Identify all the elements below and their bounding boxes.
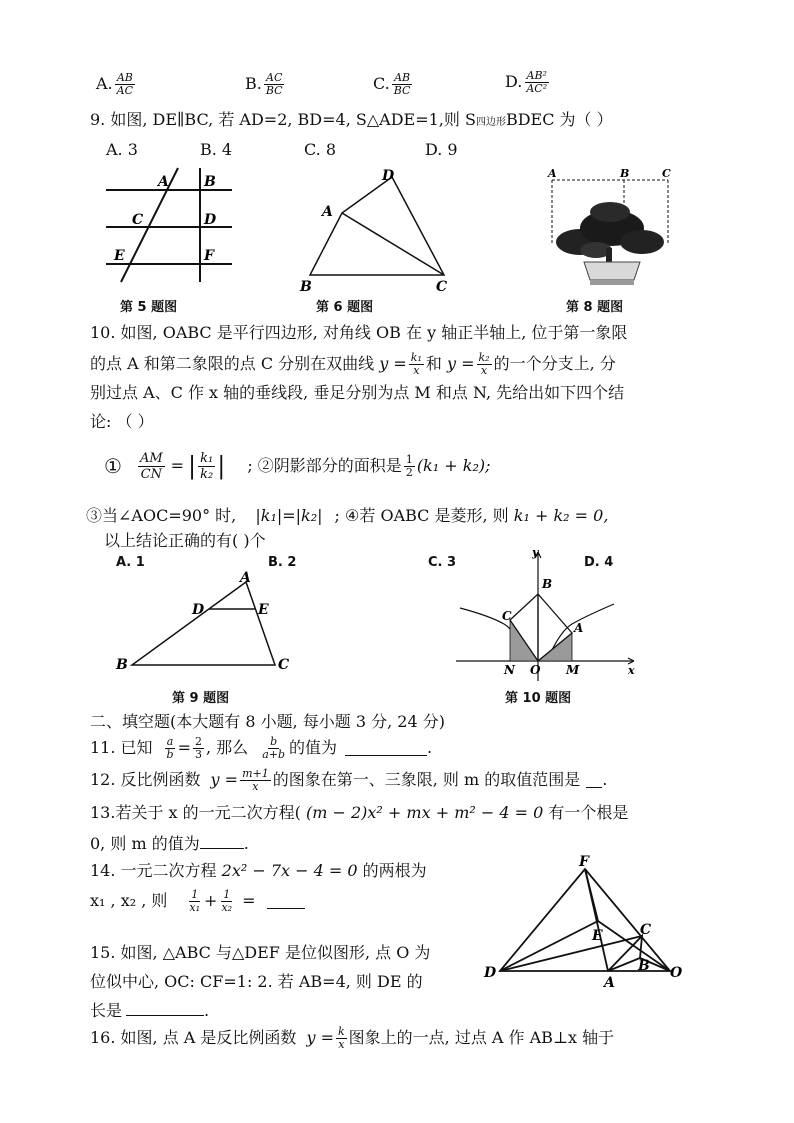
q10-c3-expression: |k₁|=|k₂| bbox=[255, 506, 323, 525]
q10-c2-expression: (k₁ + k₂); bbox=[416, 456, 491, 475]
point-label-f: F bbox=[579, 854, 589, 870]
q10-conclusion-3-4 bbox=[86, 506, 608, 526]
point-label-b: B bbox=[300, 279, 312, 294]
numerator: AB² bbox=[526, 69, 547, 82]
q10-option-b: B. 2 bbox=[268, 555, 297, 570]
denominator: a+b bbox=[262, 747, 286, 761]
fraction-k2-x bbox=[477, 352, 492, 377]
numerator: 2 bbox=[195, 734, 202, 748]
q8-option-a bbox=[96, 72, 137, 97]
q12-text: 的图象在第一、三象限, 则 m 的取值范围是 bbox=[272, 770, 581, 789]
q11-text: , 那么 bbox=[206, 738, 249, 757]
point-label-c: C bbox=[132, 212, 144, 228]
q10-option-c: C. 3 bbox=[428, 555, 457, 570]
fraction-1-x1 bbox=[187, 889, 202, 914]
triangle-dfo bbox=[500, 869, 670, 971]
point-label-e: E bbox=[258, 602, 269, 618]
figure-15 bbox=[480, 850, 690, 990]
option-label: D. bbox=[505, 72, 523, 91]
point-label-a: A bbox=[322, 204, 333, 220]
answer-blank[interactable] bbox=[345, 740, 427, 756]
q14-equation: 2x² − 7x − 4 = 0 bbox=[221, 861, 358, 880]
point-label-c: C bbox=[436, 279, 448, 294]
q10-text: 的一个分支上, 分 bbox=[493, 354, 616, 373]
denominator: AC bbox=[116, 84, 134, 97]
figure-6 bbox=[292, 164, 462, 294]
denominator: x₂ bbox=[221, 900, 233, 914]
q16-text: 图象上的一点, 过点 A 作 AB⊥x 轴于 bbox=[348, 1028, 615, 1047]
point-label-b: B bbox=[542, 577, 553, 591]
q15-end: . bbox=[204, 1001, 210, 1020]
q10-c3-text: ③当∠AOC=90° 时, bbox=[86, 506, 237, 525]
q13-line-2 bbox=[90, 833, 249, 854]
figure-9 bbox=[110, 568, 300, 680]
point-label-a: A bbox=[574, 621, 584, 635]
fraction-k1-x bbox=[409, 352, 424, 377]
q14-text: 14. 一元二次方程 bbox=[90, 861, 217, 880]
q9-option-b: B. 4 bbox=[200, 140, 233, 159]
point-label-b: B bbox=[116, 657, 128, 673]
quadrilateral bbox=[310, 177, 444, 275]
option-label: C. bbox=[373, 74, 390, 93]
q12-text: 12. 反比例函数 bbox=[90, 770, 201, 789]
fraction bbox=[264, 72, 285, 97]
equals: = bbox=[242, 891, 256, 910]
point-label-d: D bbox=[192, 602, 205, 618]
q13-end: . bbox=[243, 834, 249, 853]
point-label-b: B bbox=[620, 167, 630, 180]
q11-end: . bbox=[427, 738, 433, 757]
denominator: 3 bbox=[195, 747, 202, 761]
numerator: k₁ bbox=[410, 351, 422, 364]
point-label-c: C bbox=[662, 167, 671, 180]
q14-line-1 bbox=[90, 861, 427, 881]
numerator: a bbox=[166, 734, 174, 748]
option-label: A. bbox=[96, 74, 113, 93]
q13-text: 13.若关于 x 的一元二次方程( bbox=[90, 803, 301, 822]
denominator: BC bbox=[393, 84, 411, 97]
numerator: 1 bbox=[223, 887, 231, 901]
numerator: k bbox=[337, 1024, 345, 1038]
fraction-a-b bbox=[165, 736, 176, 761]
answer-blank[interactable] bbox=[126, 1000, 204, 1016]
q10-conclusion-1-2: ① $\frac{AM}{CN}$ = | $\frac{\text{k₁}}{\text{k₂}}$ | ; ②阴影部分的面积是 $\frac{1}{2}$ (k₁ + k₂); bbox=[104, 450, 491, 482]
q15-text: 长是 bbox=[90, 1001, 123, 1020]
figure-10 bbox=[452, 546, 642, 686]
point-label-o: O bbox=[530, 663, 541, 677]
q9-text: 9. 如图, DE∥BC, 若 AD=2, BD=4, S△ADE=1,则 S bbox=[90, 110, 476, 129]
math-y: y = bbox=[306, 1028, 334, 1047]
point-label-e: E bbox=[114, 248, 125, 264]
denominator: CN bbox=[140, 466, 162, 482]
q11 bbox=[90, 735, 432, 761]
plus: + bbox=[204, 891, 218, 910]
q9-option-c: C. 8 bbox=[304, 140, 337, 159]
fraction-b-apb bbox=[260, 736, 287, 761]
q13-text: 有一个根是 bbox=[548, 803, 629, 822]
numerator: AB bbox=[394, 71, 411, 84]
point-label-a: A bbox=[604, 975, 615, 990]
q14-text: x₁ , x₂ , 则 bbox=[90, 891, 168, 910]
figure-6-caption: 第 6 题图 bbox=[316, 300, 374, 315]
figure-5-caption: 第 5 题图 bbox=[120, 300, 178, 315]
fraction-k-x bbox=[336, 1026, 347, 1051]
triangle-abc bbox=[132, 582, 275, 665]
q8-option-d bbox=[505, 70, 551, 95]
numerator: b bbox=[270, 734, 278, 748]
segment-de bbox=[500, 921, 598, 971]
denominator: x₁ bbox=[189, 900, 201, 914]
point-label-d: D bbox=[204, 212, 217, 228]
fraction-2-3 bbox=[193, 736, 204, 761]
point-label-e: E bbox=[592, 928, 603, 944]
point-label-d: D bbox=[484, 965, 497, 981]
equals: = bbox=[177, 738, 191, 757]
point-label-b: B bbox=[638, 958, 650, 974]
numerator: 1 bbox=[191, 887, 199, 901]
numerator: m+1 bbox=[242, 766, 269, 780]
figure-10-caption: 第 10 题图 bbox=[505, 691, 572, 706]
q10-conclusion-stem: 以上结论正确的有( )个 bbox=[104, 531, 266, 550]
point-label-a: A bbox=[158, 174, 169, 190]
q10-line-3: 别过点 A、C 作 x 轴的垂线段, 垂足分别为点 M 和点 N, 先给出如下四个结 bbox=[90, 383, 625, 402]
math-y: y = bbox=[379, 354, 407, 373]
q11-text: 11. 已知 bbox=[90, 738, 153, 757]
q10-line-4: 论: （ ） bbox=[90, 412, 154, 431]
q8-option-c bbox=[373, 72, 414, 97]
fraction-k1-k2 bbox=[198, 451, 215, 482]
denominator: b bbox=[166, 747, 174, 761]
q14-line-2 bbox=[90, 884, 305, 918]
numerator: k₁ bbox=[200, 450, 214, 466]
q15-line-2: 位似中心, OC: CF=1: 2. 若 AB=4, 则 DE 的 bbox=[90, 972, 423, 991]
q9-option-d: D. 9 bbox=[425, 140, 458, 159]
point-label-a: A bbox=[548, 167, 557, 180]
triangle-abc bbox=[608, 936, 642, 971]
denominator: x bbox=[252, 779, 259, 793]
fraction bbox=[392, 72, 413, 97]
denominator: x bbox=[480, 364, 488, 377]
circled-one: ① bbox=[104, 454, 122, 478]
numerator: AC bbox=[266, 71, 283, 84]
figure-8 bbox=[540, 164, 680, 294]
q12 bbox=[90, 767, 607, 793]
subscript: 四边形 bbox=[475, 117, 506, 128]
fraction bbox=[115, 72, 135, 97]
q16-text: 16. 如图, 点 A 是反比例函数 bbox=[90, 1028, 297, 1047]
q13-text: 0, 则 m 的值为 bbox=[90, 834, 200, 853]
q10-c2-text: ; ②阴影部分的面积是 bbox=[247, 456, 402, 475]
option-label: B. bbox=[245, 74, 262, 93]
point-label-d: D bbox=[382, 168, 395, 184]
q10-line-1: 10. 如图, OABC 是平行四边形, 对角线 OB 在 y 轴正半轴上, 位于第一象限 bbox=[90, 323, 628, 342]
q11-text: 的值为 bbox=[289, 738, 338, 757]
point-label-c: C bbox=[502, 609, 512, 623]
point-label-b: B bbox=[204, 174, 216, 190]
numerator: 1 bbox=[405, 452, 413, 466]
q10-text: 的点 A 和第二象限的点 C 分别在双曲线 bbox=[90, 354, 375, 373]
denominator: x bbox=[338, 1037, 345, 1051]
denominator: AC² bbox=[526, 82, 548, 95]
flower-pot bbox=[584, 262, 640, 285]
answer-blank[interactable] bbox=[267, 893, 305, 909]
point-label-a: A bbox=[240, 570, 251, 586]
q10-c4-expression: k₁ + k₂ = 0, bbox=[513, 506, 609, 525]
q9-stem bbox=[90, 110, 613, 133]
denominator: BC bbox=[265, 84, 283, 97]
figure-9-caption: 第 9 题图 bbox=[172, 691, 230, 706]
q13-equation: (m − 2)x² + mx + m² − 4 = 0 bbox=[305, 803, 544, 822]
point-label-m: M bbox=[566, 663, 580, 677]
segment-ac bbox=[342, 213, 444, 275]
segment-fa bbox=[585, 869, 608, 971]
fraction-half bbox=[404, 454, 415, 479]
section-2-heading: 二、填空题(本大题有 8 小题, 每小题 3 分, 24 分) bbox=[90, 712, 445, 731]
math-y: y = bbox=[210, 770, 239, 789]
answer-blank[interactable] bbox=[586, 772, 602, 788]
equals: = bbox=[170, 456, 185, 475]
fraction-1-x2 bbox=[219, 889, 234, 914]
point-label-o: O bbox=[670, 965, 683, 981]
q14-text: 的两根为 bbox=[362, 861, 427, 880]
point-label-n: N bbox=[504, 663, 515, 677]
denominator: 2 bbox=[405, 465, 413, 479]
fraction-m1-x bbox=[240, 768, 271, 793]
q16 bbox=[90, 1022, 614, 1054]
q10-c4-text: ; ④若 OABC 是菱形, 则 bbox=[334, 506, 509, 525]
q10-option-d: D. 4 bbox=[584, 555, 614, 570]
point-label-c: C bbox=[278, 657, 290, 673]
denominator: x bbox=[413, 364, 420, 377]
q13-line-1 bbox=[90, 803, 628, 823]
q15-line-3 bbox=[90, 1000, 209, 1021]
denominator: k₂ bbox=[200, 466, 214, 482]
bonsai-plant bbox=[556, 202, 664, 264]
q9-option-a: A. 3 bbox=[106, 140, 138, 159]
q12-end: . bbox=[602, 770, 608, 789]
q10-and: 和 bbox=[425, 354, 442, 373]
numerator: AB bbox=[116, 71, 133, 84]
numerator: k₂ bbox=[478, 351, 490, 364]
point-label-f: F bbox=[204, 248, 214, 264]
answer-blank[interactable] bbox=[200, 833, 244, 849]
q10-line-2 bbox=[90, 352, 616, 377]
numerator: AM bbox=[139, 450, 163, 466]
q15-line-1: 15. 如图, △ABC 与△DEF 是位似图形, 点 O 为 bbox=[90, 943, 431, 962]
q8-option-b bbox=[245, 72, 287, 97]
figure-5 bbox=[104, 164, 234, 288]
axis-label-y: y bbox=[532, 546, 539, 559]
axis-label-x: x bbox=[628, 664, 635, 677]
figure-8-caption: 第 8 题图 bbox=[566, 300, 624, 315]
q9-text-end: BDEC 为（ ） bbox=[505, 110, 613, 129]
math-y: y = bbox=[446, 354, 475, 373]
fraction bbox=[524, 70, 549, 95]
point-label-c: C bbox=[640, 922, 652, 938]
fraction-am-cn bbox=[138, 451, 165, 482]
q10-option-a: A. 1 bbox=[116, 555, 145, 570]
